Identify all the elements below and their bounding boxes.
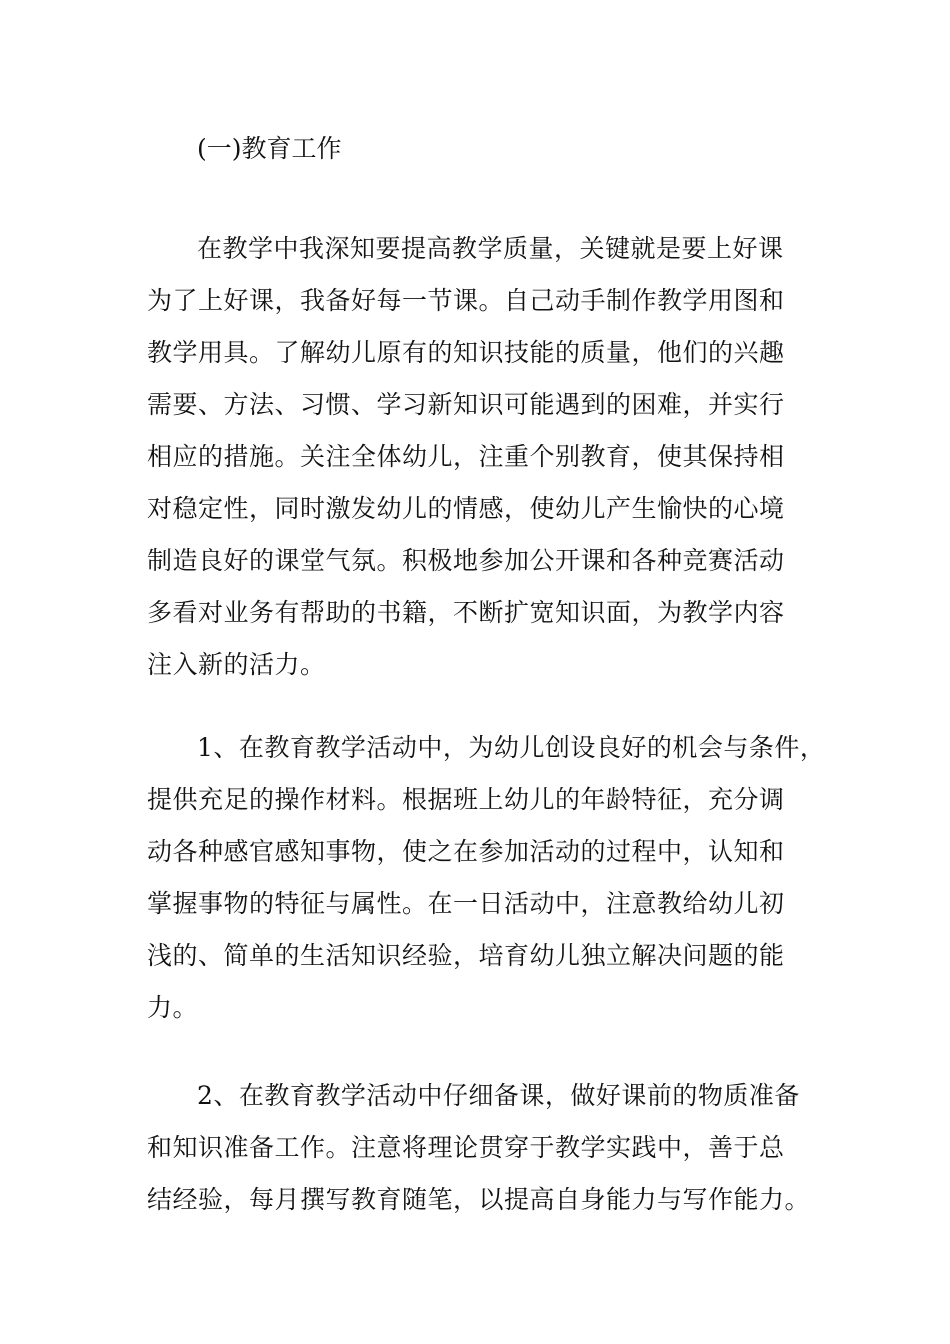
paragraph-item-2 — [147, 1070, 817, 1226]
paragraph-line: 力。 — [147, 993, 199, 1022]
paragraph-line: 掌握事物的特征与属性。在一日活动中，注意教给幼儿初 — [147, 889, 785, 918]
paragraph-line: 相应的措施。关注全体幼儿，注重个别教育，使其保持相 — [147, 442, 785, 471]
section-heading: (一)教育工作 — [197, 134, 342, 163]
paragraph-line: 结经验，每月撰写教育随笔，以提高自身能力与写作能力。 — [147, 1185, 811, 1214]
paragraph-line: 为了上好课，我备好每一节课。自己动手制作教学用图和 — [147, 286, 785, 315]
paragraph-line: 动各种感官感知事物，使之在参加活动的过程中，认知和 — [147, 837, 785, 866]
paragraph-line: 多看对业务有帮助的书籍，不断扩宽知识面，为教学内容 — [147, 598, 785, 627]
paragraph-line: 和知识准备工作。注意将理论贯穿于教学实践中，善于总 — [147, 1133, 785, 1162]
paragraph-line: 提供充足的操作材料。根据班上幼儿的年龄特征，充分调 — [147, 785, 785, 814]
paragraph-line: 注入新的活力。 — [147, 650, 326, 679]
paragraph-line: 浅的、简单的生活知识经验，培育幼儿独立解决问题的能 — [147, 941, 785, 970]
paragraph-line: 教学用具。了解幼儿原有的知识技能的质量，他们的兴趣 — [147, 338, 785, 367]
paragraph-teaching-quality — [147, 223, 817, 691]
paragraph-line: 对稳定性，同时激发幼儿的情感，使幼儿产生愉快的心境 — [147, 494, 785, 523]
paragraph-line: 2、在教育教学活动中仔细备课，做好课前的物质准备 — [197, 1081, 800, 1110]
paragraph-line: 制造良好的课堂气氛。积极地参加公开课和各种竞赛活动 — [147, 546, 785, 575]
paragraph-line: 在教学中我深知要提高教学质量，关键就是要上好课 — [197, 234, 784, 263]
paragraph-item-1 — [147, 722, 826, 1034]
paragraph-line: 需要、方法、习惯、学习新知识可能遇到的困难，并实行 — [147, 390, 785, 419]
paragraph-line: 1、在教育教学活动中，为幼儿创设良好的机会与条件， — [197, 733, 826, 762]
